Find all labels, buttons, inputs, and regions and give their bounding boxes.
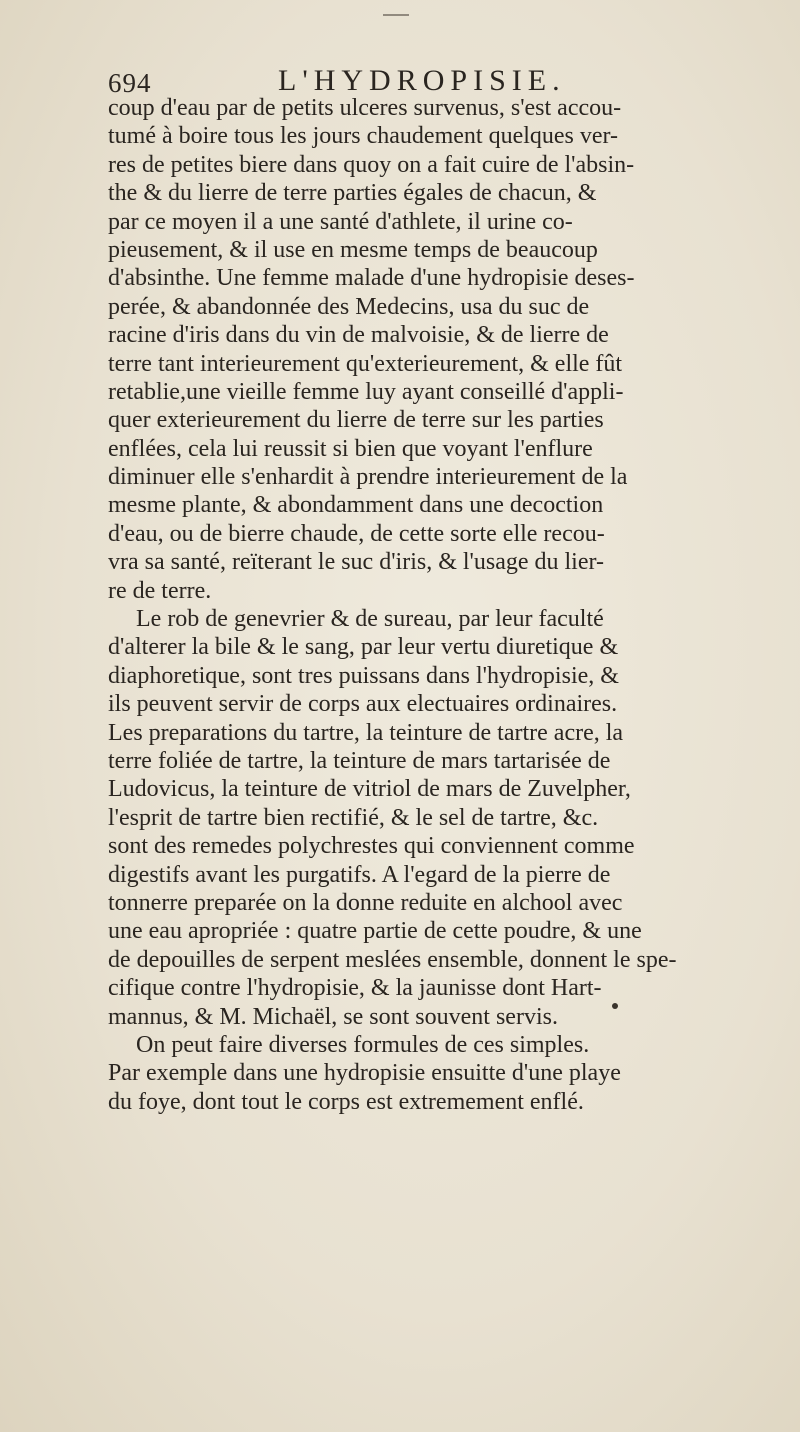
- text-line: vra sa santé, reïterant le suc d'iris, & l'usage du lier-: [108, 549, 604, 576]
- text-line: terre foliée de tartre, la teinture de mars tartarisée de: [108, 747, 611, 774]
- text-line: d'alterer la bile & le sang, par leur vertu diuretique &: [108, 634, 619, 661]
- text-line: perée, & abandonnée des Medecins, usa du suc de: [108, 293, 590, 320]
- text-line: Ludovicus, la teinture de vitriol de mars de Zuvelpher,: [108, 776, 631, 803]
- text-line: ils peuvent servir de corps aux electuaires ordinaires.: [108, 691, 618, 718]
- running-head: L'HYDROPISIE.: [278, 64, 566, 97]
- text-line: d'absinthe. Une femme malade d'une hydropisie deses-: [108, 265, 635, 292]
- text-line: retablie,une vieille femme luy ayant conseillé d'appli-: [108, 378, 624, 405]
- text-line: cifique contre l'hydropisie, & la jaunisse dont Hart-: [108, 975, 602, 1002]
- text-line: digestifs avant les purgatifs. A l'egard de la pierre de: [108, 861, 611, 888]
- text-line: re de terre.: [108, 577, 212, 604]
- text-line: quer exterieurement du lierre de terre sur les parties: [108, 407, 604, 434]
- text-line: the & du lierre de terre parties égales de chacun, &: [108, 180, 597, 207]
- text-line: diminuer elle s'enhardit à prendre interieurement de la: [108, 464, 628, 491]
- top-edge-mark: [383, 0, 409, 16]
- body-text: [108, 94, 798, 1116]
- text-line: Les preparations du tartre, la teinture de tartre acre, la: [108, 719, 624, 746]
- text-line: d'eau, ou de bierre chaude, de cette sorte elle recou-: [108, 520, 605, 547]
- text-line: terre tant interieurement qu'exterieurement, & elle fût: [108, 350, 623, 377]
- text-line: par ce moyen il a une santé d'athlete, il urine co-: [108, 208, 573, 235]
- text-line: diaphoretique, sont tres puissans dans l'hydropisie, &: [108, 662, 619, 689]
- text-line: du foye, dont tout le corps est extremement enflé.: [108, 1088, 584, 1115]
- page-number: 694: [108, 68, 152, 98]
- text-line: une eau apropriée : quatre partie de cette poudre, & une: [108, 918, 642, 945]
- text-line: On peut faire diverses formules de ces simples.: [136, 1031, 590, 1058]
- text-line: sont des remedes polychrestes qui conviennent comme: [108, 833, 635, 860]
- text-line: racine d'iris dans du vin de malvoisie, & de lierre de: [108, 322, 609, 349]
- text-line: de depouilles de serpent meslées ensemble, donnent le spe-: [108, 946, 677, 973]
- text-line: mannus, & M. Michaël, se sont souvent servis.: [108, 1003, 558, 1030]
- text-line: mesme plante, & abondamment dans une decoction: [108, 492, 604, 519]
- text-line: l'esprit de tartre bien rectifié, & le sel de tartre, &c.: [108, 804, 599, 831]
- ink-mark: [612, 1003, 618, 1009]
- text-line: Par exemple dans une hydropisie ensuitte d'une playe: [108, 1060, 621, 1087]
- text-line: Le rob de genevrier & de sureau, par leur faculté: [136, 606, 604, 633]
- text-line: tumé à boire tous les jours chaudement quelques ver-: [108, 123, 619, 150]
- text-line: tonnerre preparée on la donne reduite en alchool avec: [108, 889, 623, 916]
- text-line: res de petites biere dans quoy on a fait cuire de l'absin-: [108, 151, 635, 178]
- text-line: coup d'eau par de petits ulceres survenus, s'est accou-: [108, 95, 622, 121]
- text-line: pieusement, & il use en mesme temps de beaucoup: [108, 236, 598, 263]
- text-line: enflées, cela lui reussit si bien que voyant l'enflure: [108, 435, 593, 462]
